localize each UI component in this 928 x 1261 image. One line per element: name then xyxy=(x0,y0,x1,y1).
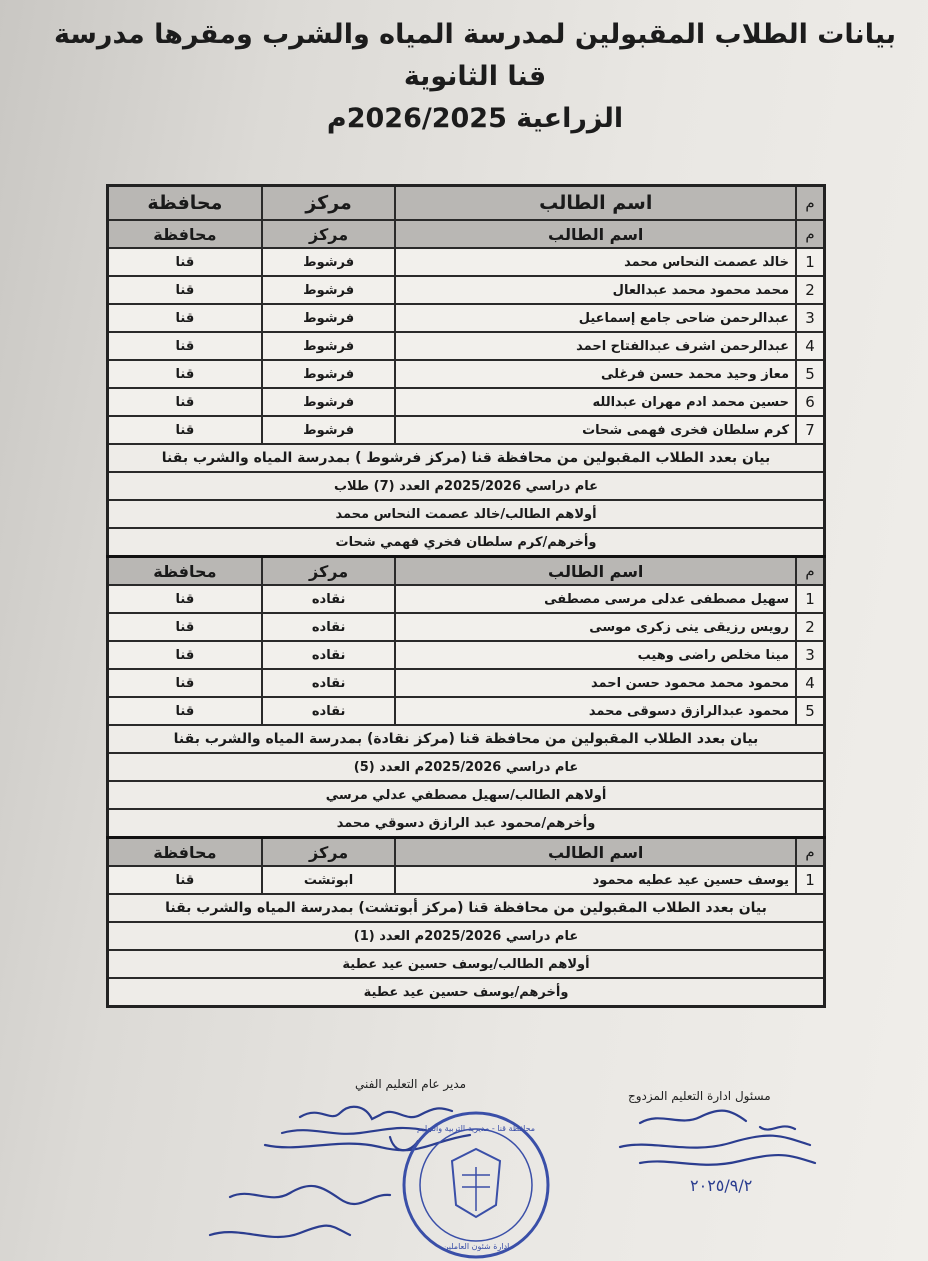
header-name: اسم الطالب xyxy=(395,557,796,586)
summary-row xyxy=(108,894,825,922)
header-num: م xyxy=(796,220,824,248)
summary-row xyxy=(108,950,825,978)
summary-row xyxy=(108,528,825,557)
header-center: مركز xyxy=(262,186,396,221)
student-name: محمود عبدالرازق دسوقى محمد xyxy=(395,697,796,725)
summary-line: بيان بعدد الطلاب المقبولين من محافظة قنا (مركز أبوتشت) بمدرسة المياه والشرب بقنا xyxy=(108,894,825,922)
summary-row xyxy=(108,725,825,753)
row-number: 1 xyxy=(796,585,824,613)
summary-line: أولاهم الطالب/يوسف حسين عيد عطية xyxy=(108,950,825,978)
row-number: 3 xyxy=(796,304,824,332)
student-governorate: قنا xyxy=(108,641,262,669)
summary-line: بيان بعدد الطلاب المقبولين من محافظة قنا (مركز فرشوط ) بمدرسة المياه والشرب بقنا xyxy=(108,444,825,472)
summary-line: عام دراسي 2025/2026م العدد (1) xyxy=(108,922,825,950)
row-number: 2 xyxy=(796,613,824,641)
student-center: فرشوط xyxy=(262,360,396,388)
summary-line: عام دراسي 2025/2026م العدد (7) طلاب xyxy=(108,472,825,500)
title-line-2: الزراعية 2026/2025م xyxy=(326,103,624,134)
row-number: 7 xyxy=(796,416,824,444)
student-name: سهيل مصطفى عدلى مرسى مصطفى xyxy=(395,585,796,613)
student-governorate: قنا xyxy=(108,585,262,613)
students-table xyxy=(106,184,826,1008)
student-center: فرشوط xyxy=(262,276,396,304)
header-name: اسم الطالب xyxy=(395,186,796,221)
student-governorate: قنا xyxy=(108,304,262,332)
group-header-row xyxy=(108,838,825,867)
handwritten-date: ٢٠٢٥/٩/٢ xyxy=(690,1176,753,1195)
summary-line: عام دراسي 2025/2026م العدد (5) xyxy=(108,753,825,781)
header-center: مركز xyxy=(262,220,396,248)
table-row xyxy=(108,332,825,360)
student-name: يوسف حسين عيد عطيه محمود xyxy=(395,866,796,894)
document-title xyxy=(40,14,910,140)
student-center: نقاده xyxy=(262,585,396,613)
signature-area xyxy=(0,1075,928,1261)
header-name: اسم الطالب xyxy=(395,220,796,248)
row-number: 1 xyxy=(796,866,824,894)
student-name: رويس رزيقى ينى زكرى موسى xyxy=(395,613,796,641)
student-center: فرشوط xyxy=(262,388,396,416)
student-center: نقاده xyxy=(262,613,396,641)
student-governorate: قنا xyxy=(108,697,262,725)
student-name: خالد عصمت النحاس محمد xyxy=(395,248,796,276)
summary-row xyxy=(108,500,825,528)
summary-line: أولاهم الطالب/سهيل مصطفي عدلي مرسي xyxy=(108,781,825,809)
header-num: م xyxy=(796,186,824,221)
summary-row xyxy=(108,753,825,781)
student-governorate: قنا xyxy=(108,388,262,416)
table-row xyxy=(108,416,825,444)
summary-line: وأخرهم/يوسف حسين عيد عطية xyxy=(108,978,825,1007)
row-number: 3 xyxy=(796,641,824,669)
group-header-row xyxy=(108,220,825,248)
row-number: 2 xyxy=(796,276,824,304)
student-governorate: قنا xyxy=(108,416,262,444)
student-governorate: قنا xyxy=(108,248,262,276)
header-name: اسم الطالب xyxy=(395,838,796,867)
table-row xyxy=(108,613,825,641)
row-number: 1 xyxy=(796,248,824,276)
table-row xyxy=(108,248,825,276)
summary-row xyxy=(108,978,825,1007)
header-governorate: محافظة xyxy=(108,557,262,586)
title-line-1: بيانات الطلاب المقبولين لمدرسة المياه والشرب ومقرها مدرسة قنا الثانوية xyxy=(53,19,896,92)
header-num: م xyxy=(796,557,824,586)
student-governorate: قنا xyxy=(108,866,262,894)
summary-line: بيان بعدد الطلاب المقبولين من محافظة قنا (مركز نقادة) بمدرسة المياه والشرب بقنا xyxy=(108,725,825,753)
student-name: عبدالرحمن ضاحى جامع إسماعيل xyxy=(395,304,796,332)
table-row xyxy=(108,388,825,416)
student-center: فرشوط xyxy=(262,248,396,276)
summary-row xyxy=(108,809,825,838)
right-signature xyxy=(620,1111,815,1165)
table-header-row xyxy=(108,186,825,221)
table-row xyxy=(108,585,825,613)
student-center: نقاده xyxy=(262,697,396,725)
group-header-row xyxy=(108,557,825,586)
student-name: مينا مخلص راضى وهيب xyxy=(395,641,796,669)
student-center: نقاده xyxy=(262,641,396,669)
student-name: معاز وحيد محمد حسن فرغلى xyxy=(395,360,796,388)
student-governorate: قنا xyxy=(108,332,262,360)
table-row xyxy=(108,360,825,388)
student-governorate: قنا xyxy=(108,360,262,388)
summary-row xyxy=(108,922,825,950)
table-row xyxy=(108,304,825,332)
header-center: مركز xyxy=(262,838,396,867)
table-row xyxy=(108,641,825,669)
student-name: كرم سلطان فخرى فهمى شحات xyxy=(395,416,796,444)
student-name: حسين محمد ادم مهران عبدالله xyxy=(395,388,796,416)
student-governorate: قنا xyxy=(108,669,262,697)
signatures-and-seal xyxy=(0,1075,928,1261)
seal-top-text: محافظة قنا - مديرية التربية والتعليم xyxy=(416,1124,536,1133)
student-name: محمد محمود محمد عبدالعال xyxy=(395,276,796,304)
summary-line: وأخرهم/محمود عبد الرازق دسوقي محمد xyxy=(108,809,825,838)
student-center: فرشوط xyxy=(262,304,396,332)
student-center: فرشوط xyxy=(262,332,396,360)
official-seal xyxy=(404,1113,548,1257)
student-center: ابوتشت xyxy=(262,866,396,894)
row-number: 5 xyxy=(796,697,824,725)
row-number: 4 xyxy=(796,332,824,360)
row-number: 4 xyxy=(796,669,824,697)
student-governorate: قنا xyxy=(108,613,262,641)
summary-row xyxy=(108,444,825,472)
summary-line: وأخرهم/كرم سلطان فخري فهمي شحات xyxy=(108,528,825,557)
summary-row xyxy=(108,781,825,809)
header-governorate: محافظة xyxy=(108,186,262,221)
student-name: محمود محمد محمود حسن احمد xyxy=(395,669,796,697)
student-governorate: قنا xyxy=(108,276,262,304)
header-governorate: محافظة xyxy=(108,838,262,867)
left-signatory-title: مدير عام التعليم الفني xyxy=(355,1077,467,1091)
header-governorate: محافظة xyxy=(108,220,262,248)
row-number: 5 xyxy=(796,360,824,388)
row-number: 6 xyxy=(796,388,824,416)
header-center: مركز xyxy=(262,557,396,586)
student-name: عبدالرحمن اشرف عبدالفتاح احمد xyxy=(395,332,796,360)
table-row xyxy=(108,697,825,725)
table-row xyxy=(108,866,825,894)
seal-bottom-text: ادارة شئون العاملين xyxy=(442,1242,510,1251)
right-signatory-title: مسئول ادارة التعليم المزدوج xyxy=(628,1089,771,1103)
student-center: فرشوط xyxy=(262,416,396,444)
table-row xyxy=(108,276,825,304)
summary-row xyxy=(108,472,825,500)
student-center: نقاده xyxy=(262,669,396,697)
header-num: م xyxy=(796,838,824,867)
table-row xyxy=(108,669,825,697)
summary-line: أولاهم الطالب/خالد عصمت النحاس محمد xyxy=(108,500,825,528)
